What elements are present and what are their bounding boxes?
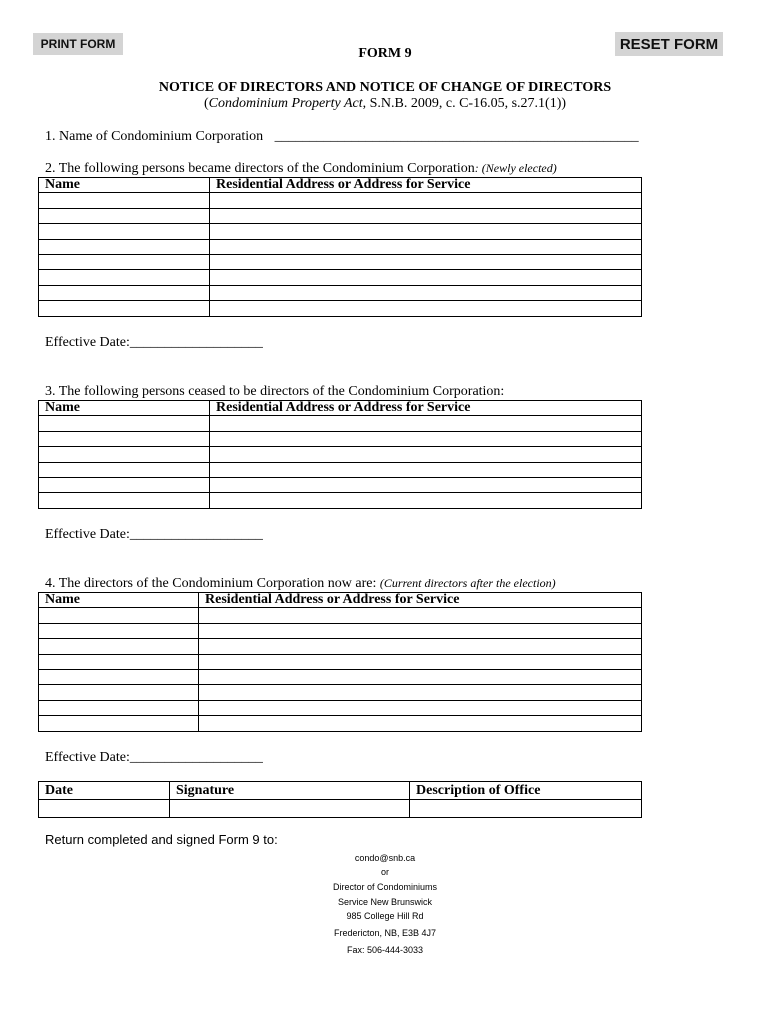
section4-label — [45, 576, 556, 592]
name-cell[interactable] — [39, 416, 210, 431]
address-cell[interactable] — [199, 654, 642, 669]
name-cell[interactable] — [39, 623, 199, 638]
citation-act-name: Condominium Property Act — [208, 96, 363, 111]
address-cell[interactable] — [210, 477, 642, 492]
name-cell[interactable] — [39, 224, 210, 239]
table-row — [39, 462, 642, 477]
column-header-date: Date — [39, 782, 170, 800]
address-cell[interactable] — [199, 623, 642, 638]
table-row — [39, 285, 642, 300]
corporation-name-line — [45, 129, 639, 145]
column-header-address: Residential Address or Address for Service — [210, 178, 642, 193]
address-cell[interactable] — [210, 208, 642, 223]
section4-text: 4. The directors of the Condominium Corporation now are: — [45, 576, 380, 591]
contact-organization: Service New Brunswick — [337, 897, 433, 907]
effective-date-label: Effective Date: — [45, 527, 130, 542]
address-cell[interactable] — [199, 685, 642, 700]
table-row — [39, 270, 642, 285]
name-cell[interactable] — [39, 669, 199, 684]
address-cell[interactable] — [210, 431, 642, 446]
current-directors-table — [38, 592, 642, 732]
contact-email: condo@snb.ca — [354, 853, 416, 863]
address-cell[interactable] — [199, 639, 642, 654]
new-directors-table — [38, 177, 642, 317]
office-cell[interactable] — [410, 800, 642, 818]
form-title: NOTICE OF DIRECTORS AND NOTICE OF CHANGE OF DIRECTORS — [158, 80, 612, 95]
print-form-button[interactable]: PRINT FORM — [33, 33, 123, 55]
column-header-name: Name — [39, 401, 210, 416]
contact-office: Director of Condominiums — [332, 882, 438, 892]
address-cell[interactable] — [199, 608, 642, 623]
table-row — [39, 685, 642, 700]
section2-note: : (Newly elected) — [474, 161, 557, 175]
table-row — [39, 416, 642, 431]
name-cell[interactable] — [39, 254, 210, 269]
address-cell[interactable] — [210, 462, 642, 477]
address-cell[interactable] — [210, 239, 642, 254]
section3-label: 3. The following persons ceased to be directors of the Condominium Corporation: — [45, 384, 505, 399]
name-cell[interactable] — [39, 301, 210, 316]
column-header-name: Name — [39, 178, 210, 193]
citation-open: ( — [203, 96, 209, 111]
section2-text: 2. The following persons became directors of the Condominium Corporation — [45, 161, 475, 176]
address-cell[interactable] — [210, 254, 642, 269]
table-row — [39, 669, 642, 684]
form-number: FORM 9 — [358, 46, 412, 61]
table-row — [39, 193, 642, 208]
name-cell[interactable] — [39, 285, 210, 300]
contact-street: 985 College Hill Rd — [346, 911, 424, 921]
date-cell[interactable] — [39, 800, 170, 818]
column-header-address: Residential Address or Address for Service — [210, 401, 642, 416]
table-row — [39, 208, 642, 223]
name-cell[interactable] — [39, 239, 210, 254]
effective-date-field[interactable]: ___________________ — [129, 750, 263, 765]
name-cell[interactable] — [39, 270, 210, 285]
name-cell[interactable] — [39, 447, 210, 462]
address-cell[interactable] — [199, 716, 642, 731]
table-row — [39, 301, 642, 316]
name-cell[interactable] — [39, 700, 199, 715]
table-row — [39, 477, 642, 492]
act-citation — [0, 96, 770, 112]
column-header-address: Residential Address or Address for Service — [199, 593, 642, 608]
name-cell[interactable] — [39, 431, 210, 446]
address-cell[interactable] — [210, 416, 642, 431]
table-row — [39, 254, 642, 269]
table-row — [39, 239, 642, 254]
signature-table — [38, 781, 642, 818]
ceased-directors-table — [38, 400, 642, 509]
table-row — [39, 608, 642, 623]
name-cell[interactable] — [39, 685, 199, 700]
name-cell[interactable] — [39, 477, 210, 492]
table-row — [39, 654, 642, 669]
column-header-name: Name — [39, 593, 199, 608]
name-cell[interactable] — [39, 608, 199, 623]
name-cell[interactable] — [39, 193, 210, 208]
effective-date-label: Effective Date: — [45, 750, 130, 765]
address-cell[interactable] — [199, 700, 642, 715]
address-cell[interactable] — [210, 224, 642, 239]
signature-cell[interactable] — [170, 800, 410, 818]
effective-date-field[interactable]: ___________________ — [129, 335, 263, 350]
address-cell[interactable] — [210, 447, 642, 462]
name-cell[interactable] — [39, 493, 210, 508]
table-row — [39, 224, 642, 239]
section2-effective-date — [45, 335, 263, 351]
effective-date-label: Effective Date: — [45, 335, 130, 350]
table-row — [39, 447, 642, 462]
corporation-name-label: 1. Name of Condominium Corporation — [45, 129, 264, 144]
address-cell[interactable] — [210, 285, 642, 300]
contact-city: Fredericton, NB, E3B 4J7 — [333, 928, 437, 938]
table-row — [39, 700, 642, 715]
table-row — [39, 493, 642, 508]
corporation-name-field[interactable]: ____________________________________________________ — [274, 129, 639, 144]
address-cell[interactable] — [210, 270, 642, 285]
table-row — [39, 716, 642, 731]
table-row — [39, 639, 642, 654]
contact-or: or — [380, 867, 389, 877]
address-cell[interactable] — [210, 493, 642, 508]
effective-date-field[interactable]: ___________________ — [129, 527, 263, 542]
section4-effective-date — [45, 750, 263, 766]
section3-effective-date — [45, 527, 263, 543]
return-label: Return completed and signed Form 9 to: — [45, 832, 278, 847]
section2-label — [45, 161, 557, 177]
column-header-office: Description of Office — [410, 782, 642, 800]
address-cell[interactable] — [199, 669, 642, 684]
citation-rest: , S.N.B. 2009, c. C-16.05, s.27.1(1)) — [362, 96, 567, 111]
name-cell[interactable] — [39, 639, 199, 654]
reset-form-button[interactable]: RESET FORM — [615, 32, 723, 56]
contact-fax: Fax: 506-444-3033 — [346, 945, 424, 955]
name-cell[interactable] — [39, 654, 199, 669]
address-cell[interactable] — [210, 193, 642, 208]
column-header-signature: Signature — [170, 782, 410, 800]
section4-note: (Current directors after the election) — [379, 576, 556, 590]
table-row — [39, 623, 642, 638]
name-cell[interactable] — [39, 716, 199, 731]
name-cell[interactable] — [39, 462, 210, 477]
address-cell[interactable] — [210, 301, 642, 316]
name-cell[interactable] — [39, 208, 210, 223]
table-row — [39, 431, 642, 446]
